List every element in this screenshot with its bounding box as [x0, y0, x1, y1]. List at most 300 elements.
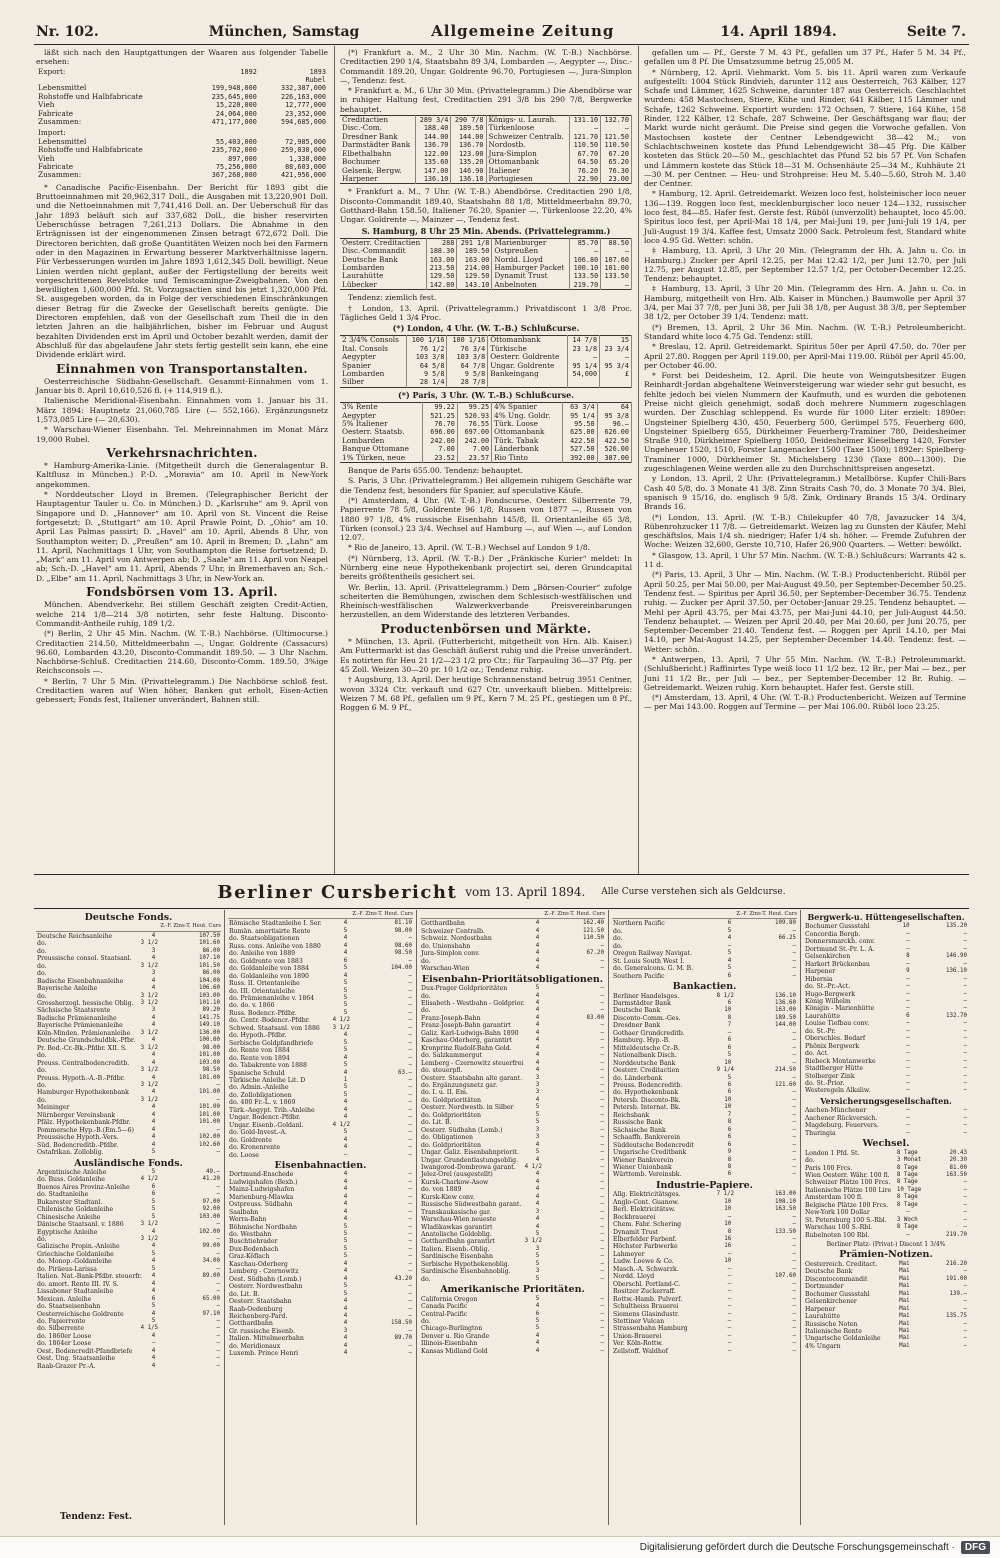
table-cell: —: [408, 1260, 412, 1267]
table-cell: —: [792, 1134, 796, 1141]
table-cell: —: [408, 1084, 412, 1091]
table-cell: 4: [343, 1350, 348, 1357]
table-cell: Lübecker: [340, 281, 426, 290]
table-row: [36, 963, 221, 970]
table-row: [36, 1258, 221, 1265]
table-cell: —: [408, 1290, 412, 1297]
table-cell: Gotthardbahn: [229, 1320, 273, 1328]
header-rule: [34, 44, 969, 45]
table-cell: Jelez-Orel (ausgestellt): [421, 1171, 493, 1179]
table-cell: 6: [727, 1171, 732, 1178]
table-row: [612, 1258, 797, 1265]
table-row: [36, 1149, 221, 1156]
table-row: [228, 1017, 413, 1024]
table-row: [228, 1268, 413, 1275]
table-cell: do. Lit. B.: [421, 1119, 452, 1127]
table-row: [36, 1199, 221, 1206]
table-cell: —: [600, 957, 604, 964]
table-row: [804, 1050, 968, 1057]
table-cell: 16: [724, 1236, 732, 1243]
table-row: [36, 1030, 221, 1037]
table-cell: Fabricate: [38, 162, 74, 172]
table-cell: St. Louis South West I.: [613, 957, 685, 965]
article-frankfurt-2: * Frankfurt a. M., 6 Uhr 30 Min. (Privattelegramm.) Die Abendbörse war in ruhiger Haltung fest, Creditactien 291 3/8 bis 290 7/8, Bergwerke behauptet.: [340, 86, 632, 114]
table-cell: —: [408, 987, 412, 994]
table-cell: 8 Tage: [896, 1201, 918, 1208]
table-cell: Paris 100 Frcs.: [805, 1164, 853, 1172]
table-cell: Italiener: [486, 167, 570, 175]
table-row: [804, 1179, 968, 1186]
table-cell: Mai: [899, 1268, 910, 1275]
table-cell: 100 1/16: [406, 336, 447, 345]
table-cell: —: [963, 960, 967, 967]
table-cell: Rohstoffe und Halbfabricate: [38, 91, 143, 101]
table-row: [228, 1137, 413, 1144]
london-table: [340, 335, 632, 387]
table-row: [804, 1043, 968, 1050]
table-cell: —: [600, 353, 632, 361]
table-cell: 4: [151, 1355, 156, 1362]
table-cell: 3 1/2: [332, 1024, 351, 1031]
table-cell: 136.00: [199, 1029, 220, 1036]
table-cell: —: [600, 1149, 604, 1156]
table-cell: Sächsische Staatsrente: [37, 1007, 111, 1015]
table-cell: —: [600, 999, 604, 1006]
table-cell: 4: [343, 1342, 348, 1349]
table-cell: Kaschau-Oderberg: [229, 1260, 288, 1268]
table-cell: 3 1/2: [140, 1096, 159, 1103]
table-row: [612, 1325, 797, 1332]
table-row: [228, 958, 413, 965]
table-cell: 3: [535, 1245, 540, 1252]
table-cell: Ungar. Bodencr.-Pfdbr.: [229, 1114, 301, 1122]
praemien-table: [804, 1261, 968, 1350]
table-row: [228, 1047, 413, 1054]
table-cell: do. St.-Prior.: [805, 1079, 845, 1087]
table-cell: Amsterdam 100 fl.: [805, 1194, 863, 1202]
table-row: [420, 1194, 605, 1201]
table-cell: 88.50: [601, 238, 632, 247]
table-cell: California Oregon: [421, 1295, 478, 1303]
table-cell: —: [408, 1350, 412, 1357]
table-row: [612, 1348, 797, 1355]
table-cell: 101.50: [199, 962, 220, 969]
table-cell: 64: [597, 403, 631, 412]
heading-productenboersen: Productenbörsen und Märkte.: [380, 621, 592, 636]
table-cell: do. Centr.-Bodencr.-Pfdbr.: [229, 1017, 311, 1025]
table-cell: Allg. Elektricitätsges.: [613, 1191, 681, 1199]
table-row: [340, 272, 632, 280]
table-cell: 54,000: [568, 370, 600, 378]
table-cell: —: [408, 1032, 412, 1039]
table-cell: 289 3/4: [416, 116, 451, 125]
table-cell: —: [600, 1089, 604, 1096]
table-cell: —: [906, 990, 910, 997]
article-hamburg-baumwolle: ‡ Hamburg, 13. April, 3 Uhr 20 Min. (Telegramm des Hrn. A. Jahn u. Co. in Hamburg, mitgetheilt von Hrn. Alb. Kaiser in München.) Baumwolle per April 37 3/4, per Mai 37 7/8, per Juni 38, per Juli 38 1/8, per August 38 3/8, per September 38 1/2, per October 39 1/4. Tendenz: matt.: [644, 284, 966, 322]
table-cell: 4: [535, 1223, 540, 1230]
table-cell: —: [963, 983, 967, 990]
table-cell: 4: [151, 1280, 156, 1287]
table-cell: Oest. Südbahn (Lomb.): [229, 1275, 302, 1283]
table-cell: 5: [343, 1047, 348, 1054]
table-cell: Schweizer Plätze 100 Frcs.: [805, 1179, 891, 1187]
table-cell: —: [963, 1216, 967, 1223]
table-cell: 23 3/4: [600, 345, 632, 353]
table-cell: 219.70: [946, 1231, 967, 1238]
table-cell: —: [408, 1186, 412, 1193]
article-ital-meridional: Italienische Meridional-Eisenbahn. Einnahmen vom 1. Januar bis 31. März 1894: Hauptnetz 21,060,785 Lire (— 552,166). Ergänzungsnetz 1,573,085 Lire (— 20,630).: [36, 396, 328, 424]
table-cell: 149.10: [199, 1022, 220, 1029]
paris-table: [340, 402, 632, 463]
table-cell: —: [408, 1305, 412, 1312]
table-cell: —: [963, 1050, 967, 1057]
table-cell: 5: [535, 1295, 540, 1302]
heading-prioritaeten: Eisenbahn-Prioritätsobligationen.: [421, 973, 604, 985]
table-cell: do. Obligationen: [421, 1134, 473, 1142]
table-cell: 4: [151, 932, 156, 939]
table-cell: 6: [727, 920, 732, 927]
table-cell: 4 1/2: [332, 1121, 351, 1128]
table-cell: do. St.-Pr.-Act.: [805, 983, 851, 991]
table-cell: Fabricate: [38, 108, 74, 118]
table-row: [804, 1080, 968, 1087]
london-rows: [340, 336, 632, 387]
table-row: [612, 1340, 797, 1347]
export-table: [36, 68, 328, 127]
table-cell: 5: [535, 1104, 540, 1111]
table-cell: do.: [805, 1157, 815, 1165]
table-cell: 4: [535, 1037, 540, 1044]
table-cell: 102.00: [199, 1228, 220, 1235]
table-cell: 99.25: [457, 403, 491, 412]
table-cell: 4 1/2: [332, 1017, 351, 1024]
table-cell: 5: [343, 1283, 348, 1290]
table-cell: Nürnberger Vereinsbank: [37, 1111, 116, 1119]
table-cell: 7: [727, 1111, 732, 1118]
auslaendische-fonds-table: [36, 1169, 221, 1370]
table-cell: 6: [727, 999, 732, 1006]
table-cell: 5: [343, 1290, 348, 1297]
table-cell: [488, 378, 568, 387]
table-cell: Mai: [899, 1320, 910, 1327]
cursbericht-note: Alle Curse verstehen sich als Geldcurse.: [601, 887, 786, 897]
table-cell: Mexican. Anleihe: [37, 1295, 92, 1303]
table-cell: 199,948,000: [211, 84, 257, 93]
table-cell: 4: [343, 1106, 348, 1113]
table-row: [36, 155, 328, 163]
table-row: [36, 1000, 221, 1007]
table-row: [420, 1179, 605, 1186]
table-cell: —: [600, 992, 604, 999]
table-cell: —: [408, 1313, 412, 1320]
table-cell: —: [906, 930, 910, 937]
table-cell: —: [906, 1209, 910, 1216]
table-cell: Ital. Consols: [340, 345, 406, 353]
table-cell: —: [792, 1303, 796, 1310]
table-cell: —: [963, 1122, 967, 1129]
table-cell: do.: [421, 1318, 431, 1326]
table-row: [804, 1232, 968, 1239]
table-cell: Chinesische Anleihe: [37, 1213, 101, 1221]
table-cell: Strassenbahn Hamburg: [613, 1325, 688, 1333]
table-cell: 101.00: [199, 1074, 220, 1081]
table-cell: Bochumer Gussstahl: [805, 1290, 870, 1298]
table-cell: 83.00: [586, 1014, 604, 1021]
table-cell: 10: [724, 1258, 732, 1265]
table-cell: 129.50: [426, 272, 457, 280]
table-cell: 101.00: [601, 264, 632, 272]
table-cell: 897,000: [228, 154, 257, 163]
table-row: [420, 1142, 605, 1149]
table-cell: 3: [535, 1074, 540, 1081]
table-row: [420, 1253, 605, 1260]
table-cell: 527.50: [563, 445, 597, 453]
table-cell: Ver. Köln-Rottw.: [613, 1340, 663, 1348]
table-row: [420, 1224, 605, 1231]
table-cell: —: [906, 1087, 910, 1094]
table-cell: Harkort Brückenbau: [805, 960, 870, 968]
table-cell: Harpener: [340, 175, 416, 184]
table-cell: 4: [151, 977, 156, 984]
table-cell: 4: [343, 950, 348, 957]
table-cell: Oesterr. Staatsb.: [340, 428, 423, 436]
table-row: [228, 935, 413, 942]
table-cell: 110.50: [601, 141, 632, 149]
table-cell: 121.50: [601, 133, 632, 141]
table-cell: 4: [535, 1193, 540, 1200]
table-cell: Nordd. Lloyd: [492, 256, 570, 264]
table-cell: 8: [727, 1228, 732, 1235]
table-cell: 96.—: [597, 420, 631, 428]
table-cell: Preussische consol. Staatsanl.: [37, 955, 132, 963]
table-row: [228, 1062, 413, 1069]
table-cell: —: [601, 247, 632, 255]
table-row: [228, 1070, 413, 1077]
table-cell: Italien. Mittelmeerbahn: [229, 1335, 304, 1343]
table-cell: 6: [727, 1089, 732, 1096]
article-london-getreide: (*) London, 13. April. (W. T.-B.) Chilekupfer 40 7/8, Javazucker 14 3/4, Rübenrohzucker 11 7/8. — Getreidemarkt. Weizen lag zu Gunsten der Käufer, Mehl geschäftslos, Mais 1/4 sh. niedriger; Hafer 1/4 sh. höher. — Fremde Zufuhren der Woche: Weizen 32,600, Gerste 10,710, Hafer 26,900 Quarters. — Wetter: bewölkt.: [644, 512, 966, 550]
table-cell: 63 3/4: [563, 403, 597, 412]
table-cell: Galizische Propin.-Anleihe: [37, 1243, 120, 1251]
heading-einnahmen: Einnahmen von Transportanstalten.: [56, 361, 308, 376]
table-cell: —: [963, 1057, 967, 1064]
table-cell: Preussische Hypoth.-Vers.: [37, 1134, 119, 1142]
table-cell: —: [600, 1253, 604, 1260]
table-cell: —: [792, 1074, 796, 1081]
table-row: [36, 948, 221, 955]
table-cell: 4: [535, 920, 540, 927]
table-row: [36, 1243, 221, 1250]
table-row: [804, 1261, 968, 1268]
table-cell: 136.10: [946, 968, 967, 975]
table-cell: —: [792, 1347, 796, 1354]
table-cell: —: [792, 1221, 796, 1228]
table-cell: —: [906, 1020, 910, 1027]
table-cell: Elisabeth - Westbahn - Goldprior.: [421, 999, 525, 1007]
table-cell: 10: [724, 1206, 732, 1213]
table-cell: Pommersche Hyp.-B.(Em.5—6): [37, 1126, 134, 1134]
table-cell: 367,268,000: [211, 171, 257, 180]
table-cell: —: [963, 1035, 967, 1042]
table-cell: 4: [535, 1067, 540, 1074]
table-row: [804, 1172, 968, 1179]
table-cell: 4: [343, 1099, 348, 1106]
table-cell: Türkische Anleihe Lit. D: [229, 1076, 306, 1084]
table-cell: —: [963, 1224, 967, 1231]
table-cell: do.: [421, 957, 431, 965]
table-cell: —: [216, 1362, 220, 1369]
table-cell: 189.50: [451, 124, 486, 132]
table-cell: 5: [535, 1325, 540, 1332]
table-row: [804, 1115, 968, 1122]
table-cell: 102.00: [199, 1134, 220, 1141]
table-cell: Grossherzogl. hessische Oblig.: [37, 999, 134, 1007]
table-cell: 4 1/5: [140, 1325, 159, 1332]
table-row: [36, 1067, 221, 1074]
table-row: [36, 1340, 221, 1347]
table-cell: Oest. Bodencredit-Pfandbriefe: [37, 1347, 133, 1355]
table-cell: Länderbank: [492, 445, 563, 453]
table-row: [340, 175, 632, 184]
table-row: [420, 1119, 605, 1126]
table-cell: Württemb. Vereinsbk.: [613, 1171, 682, 1179]
table-cell: 3 1/2: [140, 1221, 159, 1228]
table-cell: 4: [727, 957, 732, 964]
hamburg-rows: [340, 238, 632, 289]
table-cell: do.: [421, 1007, 431, 1015]
table-cell: 110.50: [570, 141, 601, 149]
table-row: [36, 1191, 221, 1198]
table-cell: 697.00: [457, 428, 491, 436]
table-row: [228, 1025, 413, 1032]
table-row: [804, 1165, 968, 1172]
table-row: [36, 1176, 221, 1183]
table-row: [228, 1224, 413, 1231]
table-cell: 214.50: [775, 1067, 796, 1074]
table-row: [804, 961, 968, 968]
hamburg-table: [340, 238, 632, 290]
table-row: [804, 946, 968, 953]
table-cell: 139.—: [949, 1290, 967, 1297]
table-cell: 100 1/16: [447, 336, 488, 345]
table-cell: 89.20: [202, 1007, 220, 1014]
table-cell: do.: [37, 947, 47, 955]
table-cell: do.: [37, 992, 47, 1000]
table-row: [612, 1288, 797, 1295]
table-cell: do. Act.: [805, 1050, 829, 1058]
table-cell: 131.10: [570, 116, 601, 125]
table-cell: —: [963, 1298, 967, 1305]
table-row: [36, 1184, 221, 1191]
table-cell: Buenos Aires Provinz-Anleihe: [37, 1183, 130, 1191]
table-cell: Ungar. Eisenb.-Goldanl.: [229, 1121, 304, 1129]
table-row: [804, 1028, 968, 1035]
table-cell: do.: [37, 1067, 47, 1075]
table-row: [228, 1171, 413, 1178]
table-cell: Gelsenk. Bergw.: [340, 167, 416, 175]
table-cell: Marienburg-Mlawka: [229, 1193, 294, 1201]
table-cell: —: [963, 997, 967, 1004]
table-cell: —: [963, 1342, 967, 1349]
table-cell: 4: [151, 955, 156, 962]
table-cell: 5: [343, 1062, 348, 1069]
table-row: [612, 1134, 797, 1141]
table-row: [340, 167, 632, 175]
table-row: [420, 1303, 605, 1310]
table-row: [340, 353, 632, 361]
table-row: [36, 118, 328, 126]
table-cell: 1: [343, 1076, 348, 1083]
table-cell: 133.50: [601, 272, 632, 280]
table-cell: 64.50: [570, 158, 601, 166]
table-row: [420, 1022, 605, 1029]
table-cell: —: [906, 1231, 910, 1238]
table-cell: 4: [151, 1126, 156, 1133]
table-cell: 4: [343, 1260, 348, 1267]
table-cell: Disc.-Com.: [340, 124, 416, 132]
table-cell: —: [216, 1332, 220, 1339]
table-row: [420, 943, 605, 950]
table-cell: —: [727, 1340, 732, 1347]
table-cell: Türkische: [488, 345, 568, 353]
table-cell: Rottw.-Hamb. Pulverf.: [613, 1295, 683, 1303]
table-cell: —: [792, 1089, 796, 1096]
article-berlin-nachboerse: (*) Berlin, 2 Uhr 45 Min. Nachm. (W. T.-B.) Nachbörse. (Ultimocurse.) Creditactien 214.50, Mitteldmeerbahn —, Ungar. Goldrente (Cassacurs) 96.60, Lombarden 43.20, Disconto-Commandit 189.50. — 3 Uhr Nachm. Nachbörse-Schluß. Creditactien 214.60, Disconto-Comm. 189.50, 3%ige Reichsconsols —.: [36, 629, 328, 676]
table-cell: Rio Tinto: [492, 454, 563, 463]
table-cell: Russ. Bodencr.-Pfdbr.: [229, 1009, 297, 1017]
table-cell: Bochumer Gussstahl: [805, 923, 870, 931]
table-cell: 104.00: [391, 965, 412, 972]
table-cell: 10: [902, 923, 910, 930]
table-row: [612, 1149, 797, 1156]
table-cell: 4: [535, 942, 540, 949]
table-row: [228, 1238, 413, 1245]
table-cell: 144.00: [775, 1022, 796, 1029]
table-cell: —: [408, 1076, 412, 1083]
table-row: [612, 1119, 797, 1126]
table-cell: Dresdner Bank: [340, 133, 416, 141]
table-cell: —: [216, 1355, 220, 1362]
table-cell: 4: [535, 965, 540, 972]
table-cell: do. Rente von 1894: [229, 1054, 290, 1062]
table-row: [228, 1283, 413, 1290]
table-cell: 3 1/2: [140, 992, 159, 999]
table-cell: 4: [151, 1014, 156, 1021]
table-cell: 3: [151, 970, 156, 977]
table-row: [420, 1171, 605, 1178]
table-cell: Oesterr. Nordwestbahn: [229, 1283, 303, 1291]
table-cell: 23.57: [457, 454, 491, 463]
table-cell: Warschau 100 S.-Rbl.: [805, 1224, 873, 1232]
table-cell: 64 5/8: [406, 362, 447, 370]
article-amsterdam: (*) Amsterdam, 4 Uhr. (W. T.-B.) Fondscurse. Oesterr. Silberrente 79, Papierrente 78 5/8, Goldrente 96 1/8, Russen von 1877 —, Russen von 1880 97 1/8, 4% russische Eisenbahn 145/8, II. Orientanleihe 65 3/8, Türken (consol.) 23 3/4. Wechsel auf Hamburg —, auf Wien —, auf London 12.07.: [340, 495, 632, 543]
table-cell: 4: [343, 920, 348, 927]
table-row: [36, 93, 328, 101]
table-cell: Pfälz. Hypothekenbank-Pfdbr.: [37, 1119, 131, 1127]
amerikanische-cont-table: [612, 920, 797, 980]
table-cell: Türk.-Aegypt. Trib.-Anleihe: [229, 1106, 315, 1114]
article-berlin-walzwerk: Wr. Berlin, 13. April. (Privattelegramm.) Dem „Börsen-Courier“ zufolge scheiterten die Bemühungen, zwischen dem Schlesisch-westfälischen und Rheinisch-westfälischen Walzwerkverbande Preisvereinbarungen herzustellen, an dem Widerstande des letzteren Verbandes.: [340, 582, 632, 620]
table-row: [804, 998, 968, 1005]
table-cell: 4: [343, 1216, 348, 1223]
table-cell: 191.00: [946, 1275, 967, 1282]
table-cell: Mai: [899, 1298, 910, 1305]
table-cell: —: [792, 1052, 796, 1059]
table-cell: do.: [37, 962, 47, 970]
table-cell: Ottomanbank: [492, 428, 563, 436]
table-cell: Süddeutsche Bodencredit: [613, 1141, 694, 1149]
table-cell: —: [727, 1250, 732, 1257]
